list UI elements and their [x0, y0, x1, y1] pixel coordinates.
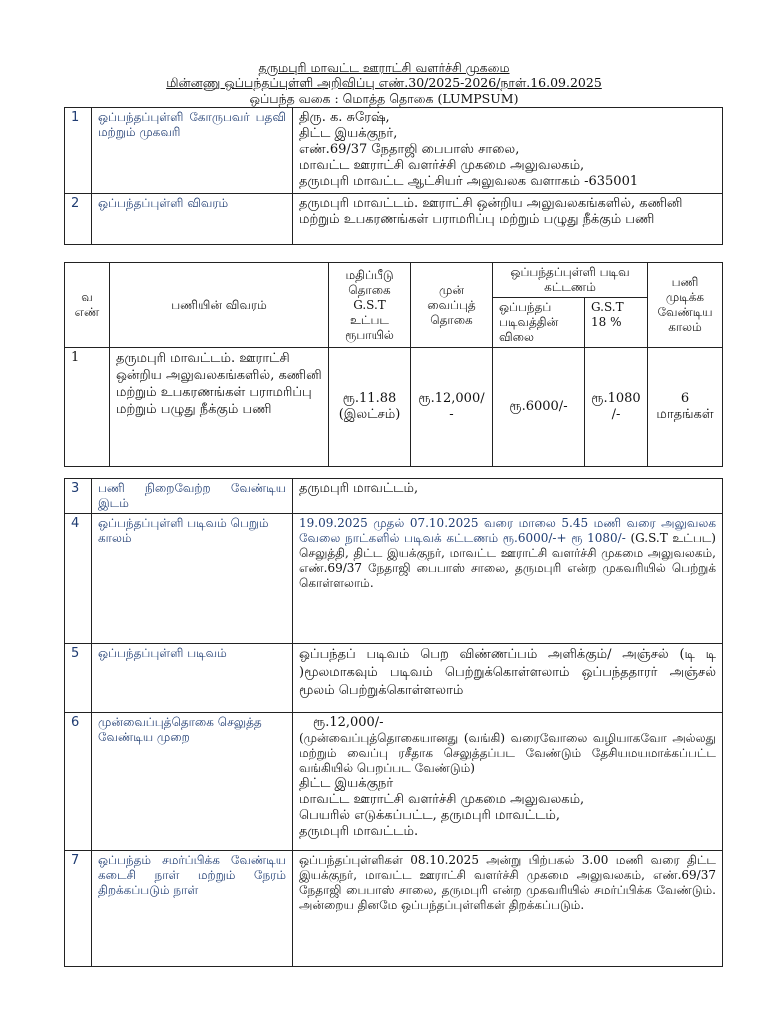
table-row — [65, 713, 723, 851]
table-row — [65, 194, 723, 245]
col-header-gst: G.S.T 18 % — [585, 298, 648, 348]
col-header-estimate: மதிப்பீடு தொகை G.S.T உட்பட ரூபாயில் — [329, 263, 411, 348]
payee-line: பெயரில் எடுக்கப்பட்ட, தருமபுரி மாவட்டம், — [299, 808, 561, 823]
row-number: 5 — [65, 644, 92, 713]
row-value — [293, 514, 723, 644]
row-label: பணி நிறைவேற்ற வேண்டிய இடம் — [92, 479, 293, 514]
row-number: 6 — [65, 713, 92, 851]
row-value: தருமபுரி மாவட்டம். ஊராட்சி ஒன்றிய அலுவலகங்களில், கணினி மற்றும் உபகரணங்கள் பராமரிப்பு மற்றும் பழுது நீக்கும் பணி — [293, 194, 723, 245]
row-value: ஒப்பந்தப் படிவம் பெற விண்ணப்பம் அளிக்கும்/ அஞ்சல் (டி டி )மூலமாகவும் படிவம் பெற்றுக்கொள்ளலாம் ஒப்பந்ததாரர் அஞ்சல் மூலம் பெற்றுக்கொள்ளலாம் — [293, 644, 723, 713]
col-header-form-cost: ஒப்பந்தப் படிவத்தின் விலை — [493, 298, 585, 348]
form-period-text: 19.09.2025 முதல் 07.10.2025 வரை மாலை 5.45 மணி வரை அலுவலக வேலை நாட்களில் படிவக் கட்டணம் ரூ.6000/-+ ரூ 1080/- — [299, 516, 716, 545]
row-number: 1 — [65, 108, 92, 194]
table-row — [65, 644, 723, 713]
table-row — [65, 108, 723, 194]
table-row — [65, 348, 723, 467]
address-line: எண்.69/37 நேதாஜி பைபாஸ் சாலை, — [299, 142, 520, 157]
cell-work-name: தருமபுரி மாவட்டம். ஊராட்சி ஒன்றிய அலுவலகங்களில், கணினி மற்றும் உபகரணங்கள் பராமரிப்பு மற்றும் பழுது நீக்கும் பணி — [110, 348, 329, 467]
row-value: தருமபுரி மாவட்டம், — [293, 479, 723, 514]
address-line: தருமபுரி மாவட்ட ஆட்சியர் அலுவலக வளாகம் -635001 — [299, 174, 639, 189]
row-label: முன்வைப்புத்தொகை செலுத்த வேண்டிய முறை — [92, 713, 293, 851]
header-tender-notice: மின்னணு ஒப்பந்தப்புள்ளி அறிவிப்பு எண்.30/2025-2026/நாள்.16.09.2025 — [166, 75, 602, 90]
row-value: ஒப்பந்தப்புள்ளிகள் 08.10.2025 அன்று பிற்பகல் 3.00 மணி வரை திட்ட இயக்குநர், மாவட்ட ஊராட்சி வளர்ச்சி முகமை அலுவலகம், எண்.69/37 நேதாஜி பைபாஸ் சாலை, தருமபுரி என்ற முகவரியில் சமர்ப்பிக்க வேண்டும். அன்றைய தினமே ஒப்பந்தப்புள்ளிகள் திறக்கப்படும். — [293, 851, 723, 967]
row-label: ஒப்பந்தம் சமர்ப்பிக்க வேண்டிய கடைசி நாள் மற்றும் நேரம் திறக்கப்படும் நாள் — [92, 851, 293, 967]
cell-form-cost: ரூ.6000/- — [493, 348, 585, 467]
row-number: 7 — [65, 851, 92, 967]
table-header-row — [65, 263, 723, 298]
gst-note: (G.S.T உட்பட) — [630, 531, 716, 545]
col-header-sno: வ எண் — [65, 263, 110, 348]
row-number: 3 — [65, 479, 92, 514]
payee-line: தருமபுரி மாவட்டம். — [299, 824, 419, 839]
cell-gst: ரூ.1080/- — [585, 348, 648, 467]
col-header-period: பணி முடிக்க வேண்டிய காலம் — [648, 263, 723, 348]
row-value — [293, 713, 723, 851]
info-table-1 — [64, 107, 723, 245]
row-number: 2 — [65, 194, 92, 245]
cell-period: 6 மாதங்கள் — [648, 348, 723, 467]
row-label: ஒப்பந்தப்புள்ளி விவரம் — [92, 194, 293, 245]
cell-sno: 1 — [65, 348, 110, 467]
table-row — [65, 514, 723, 644]
emd-amount: ரூ.12,000/- — [313, 715, 384, 730]
header-office-title: தருமபுரி மாவட்ட ஊராட்சி வளர்ச்சி முகமை — [258, 60, 510, 75]
header-contract-type: ஒப்பந்த வகை : மொத்த தொகை (LUMPSUM) — [249, 91, 519, 106]
work-details-table — [64, 262, 723, 467]
address-line: மாவட்ட ஊராட்சி வளர்ச்சி முகமை அலுவலகம், — [299, 158, 585, 173]
row-label: ஒப்பந்தப்புள்ளி படிவம் பெறும் காலம் — [92, 514, 293, 644]
cell-estimate: ரூ.11.88 (இலட்சம்) — [329, 348, 411, 467]
table-row — [65, 851, 723, 967]
row-label: ஒப்பந்தப்புள்ளி கோருபவர் பதவி மற்றும் முகவரி — [92, 108, 293, 194]
cell-emd: ரூ.12,000/- — [411, 348, 493, 467]
row-label: ஒப்பந்தப்புள்ளி படிவம் — [92, 644, 293, 713]
address-line: திட்ட இயக்குநர், — [299, 126, 398, 141]
address-line: திரு. க. சுரேஷ், — [299, 110, 390, 125]
table-row — [65, 479, 723, 514]
col-header-tender-cost: ஒப்பந்தப்புள்ளி படிவ கட்டணம் — [493, 263, 648, 298]
row-value — [293, 108, 723, 194]
emd-payment-note: (முன்வைப்புத்தொகையானது (வங்கி) வரைவோலை வழியாகவோ அல்லது மற்றும் வைப்பு ரசீதாக செலுத்தப்பட வேண்டும் தேசியமயமாக்கப்பட்ட வங்கியில் பெறப்பட வேண்டும்) — [299, 731, 716, 775]
row-number: 4 — [65, 514, 92, 644]
payee-line: மாவட்ட ஊராட்சி வளர்ச்சி முகமை அலுவலகம், — [299, 792, 585, 807]
info-table-2 — [64, 478, 723, 967]
form-issue-address: செலுத்தி, திட்ட இயக்குநர், மாவட்ட ஊராட்சி வளர்ச்சி முகமை அலுவலகம், எண்.69/37 நேதாஜி பைபாஸ் சாலை, தருமபுரி என்ற முகவரியில் பெற்றுக் கொள்ளலாம். — [299, 546, 716, 590]
payee-heading: திட்ட இயக்குநர் — [299, 776, 394, 791]
col-header-emd: முன் வைப்புத் தொகை — [411, 263, 493, 348]
col-header-work-name: பணியின் விவரம் — [110, 263, 329, 348]
